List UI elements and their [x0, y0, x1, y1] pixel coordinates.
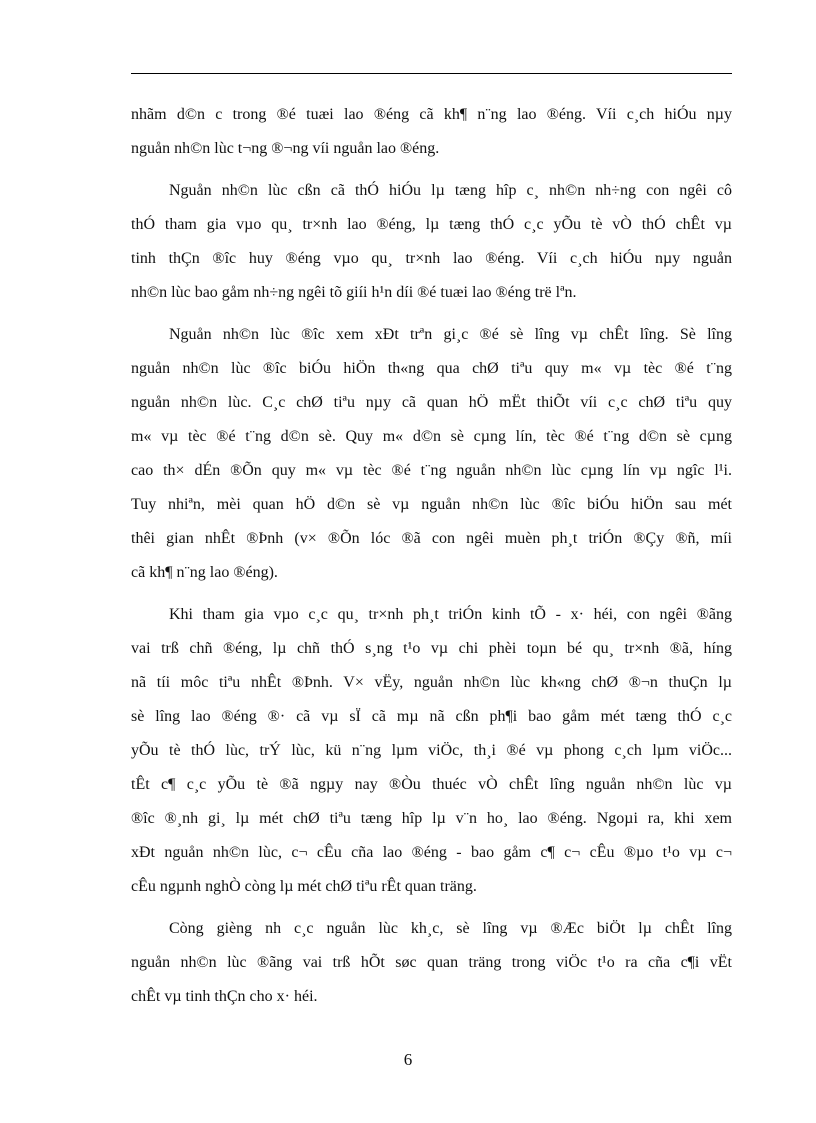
paragraph-line: ®îc ®¸nh gi¸ lµ mét chØ tiªu tæng hîp lµ v¨n ho¸ lao ®éng. Ngoµi ra, khi xem: [131, 810, 732, 827]
paragraph-line: nhãm d©n c trong ®é tuæi lao ®éng cã kh¶ n¨ng lao ®éng. Víi c¸ch hiÓu nµy: [131, 106, 732, 123]
paragraph-line: nguån nh©n lùc ®ãng vai trß hÕt søc quan träng trong viÖc t¹o ra cña c¶i vËt: [131, 954, 732, 971]
paragraph-line: sè lîng lao ®éng ®· cã vµ sÏ cã mµ nã cßn ph¶i bao gåm mét tæng thÓ c¸c: [131, 708, 732, 725]
paragraph-line: nh©n lùc bao gåm nh÷ng ngêi tõ giíi h¹n díi ®é tuæi lao ®éng trë lªn.: [131, 284, 577, 301]
paragraph-line: nguån nh©n lùc t¬ng ®¬ng víi nguån lao ®éng.: [131, 140, 440, 157]
paragraph-line: Khi tham gia vµo c¸c qu¸ tr×nh ph¸t triÓn kinh tÕ - x· héi, con ngêi ®ãng: [169, 606, 732, 623]
paragraph-line: Tuy nhiªn, mèi quan hÖ d©n sè vµ nguån nh©n lùc ®îc biÓu hiÖn sau mét: [131, 496, 732, 513]
paragraph-line: thÓ tham gia vµo qu¸ tr×nh lao ®éng, lµ tæng thÓ c¸c yÕu tè vÒ thÓ chÊt vµ: [131, 216, 732, 233]
page-number: 6: [403, 1050, 413, 1069]
paragraph-line: tinh thÇn ®îc huy ®éng vµo qu¸ tr×nh lao ®éng. Víi c¸ch hiÓu nµy nguån: [131, 250, 732, 267]
paragraph-line: Nguån nh©n lùc cßn cã thÓ hiÓu lµ tæng hîp c¸ nh©n nh÷ng con ngêi cô: [169, 182, 732, 199]
paragraph-line: chÊt vµ tinh thÇn cho x· héi.: [131, 988, 318, 1005]
paragraph-line: nguån nh©n lùc ®îc biÓu hiÖn th«ng qua chØ tiªu quy m« vµ tèc ®é t¨ng: [131, 360, 732, 377]
paragraph-line: Còng gièng nh c¸c nguån lùc kh¸c, sè lîng vµ ®Æc biÖt lµ chÊt lîng: [169, 920, 732, 937]
paragraph-line: nã tíi môc tiªu nhÊt ®Þnh. V× vËy, nguån nh©n lùc kh«ng chØ ®¬n thuÇn lµ: [131, 674, 732, 691]
paragraph-line: Nguån nh©n lùc ®îc xem xÐt trªn gi¸c ®é sè lîng vµ chÊt lîng. Sè lîng: [169, 326, 732, 343]
paragraph-line: m« vµ tèc ®é t¨ng d©n sè. Quy m« d©n sè cµng lín, tèc ®é t¨ng d©n sè cµng: [131, 428, 732, 445]
paragraph-line: cã kh¶ n¨ng lao ®éng).: [131, 564, 278, 581]
paragraph-line: thêi gian nhÊt ®Þnh (v× ®Õn lóc ®ã con ngêi muèn ph¸t triÓn ®Çy ®ñ, míi: [131, 530, 732, 547]
paragraph-line: tÊt c¶ c¸c yÕu tè ®ã ngµy nay ®Òu thuéc vÒ chÊt lîng nguån nh©n lùc vµ: [131, 776, 732, 793]
body-text: [131, 98, 732, 1014]
paragraph-line: xÐt nguån nh©n lùc, c¬ cÊu cña lao ®éng - bao gåm c¶ c¬ cÊu ®µo t¹o vµ c¬: [131, 844, 732, 861]
paragraph-line: nguån nh©n lùc. C¸c chØ tiªu nµy cã quan hÖ mËt thiÕt víi c¸c chØ tiªu quy: [131, 394, 732, 411]
paragraph-line: vai trß chñ ®éng, lµ chñ thÓ s¸ng t¹o vµ chi phèi toµn bé qu¸ tr×nh ®ã, híng: [131, 640, 732, 657]
paragraph-line: cÊu ngµnh nghÒ còng lµ mét chØ tiªu rÊt quan träng.: [131, 878, 477, 895]
paragraph-line: cao th× dÉn ®Õn quy m« vµ tèc ®é t¨ng nguån nh©n lùc cµng lín vµ ngîc l¹i.: [131, 462, 732, 479]
paragraph-line: yÕu tè thÓ lùc, trÝ lùc, kü n¨ng lµm viÖc, th¸i ®é vµ phong c¸ch lµm viÖc...: [131, 742, 732, 759]
header-rule: [131, 73, 732, 74]
